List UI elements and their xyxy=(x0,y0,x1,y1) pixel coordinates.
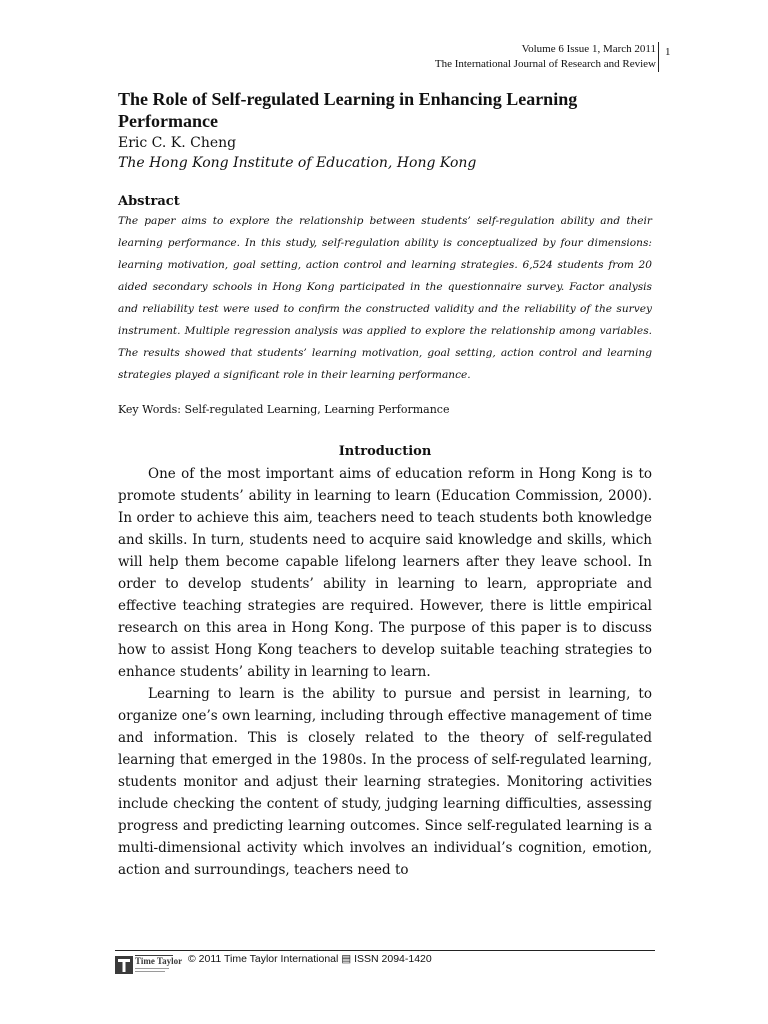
running-header xyxy=(336,42,656,72)
abstract-heading: Abstract xyxy=(118,194,180,209)
introduction-paragraph-2: Learning to learn is the ability to pursue and persist in learning, to organize one’s own learning, including through effective management of time and information. This is closely related to the theory of self-regulated learning that emerged in the 1980s. In the process of self-regulated learning, students monitor and adjust their learning strategies. Monitoring activities include checking the content of study, judging learning difficulties, assessing progress and predicting learning outcomes. Since self-regulated learning is a multi-dimensional activity which involves an individual’s cognition, emotion, action and surroundings, teachers need to xyxy=(118,686,652,878)
header-divider xyxy=(658,42,659,72)
introduction-paragraph-1: One of the most important aims of education reform in Hong Kong is to promote students’ ability in learning to learn (Education Commission, 2000). In order to achieve this aim, teachers need to teach students both knowledge and skills. In turn, students need to acquire said knowledge and skills, which will help them become capable lifelong learners after they leave school. In order to develop students’ ability in learning to learn, appropriate and effective teaching strategies are required. However, there is little empirical research on this area in Hong Kong. The purpose of this paper is to discuss how to assist Hong Kong teachers to develop suitable teaching strategies to enhance students’ ability in learning to learn. xyxy=(118,466,652,680)
journal-name: The International Journal of Research and Review xyxy=(434,58,656,70)
page-number: 1 xyxy=(665,46,671,58)
logo-wordmark: Time Taylor xyxy=(135,956,183,966)
time-taylor-logo-icon xyxy=(115,953,183,975)
abstract-text: The paper aims to explore the relationship between students’ self-regulation ability and their learning performance. In this study, self-regulation ability is conceptualized by four dimensions: learning motivation, goal setting, action control and learning strategies. 6,524 students from 20 aided secondary schools in Hong Kong participated in the questionnaire survey. Factor analysis and reliability test were used to confirm the constructed validity and the reliability of the survey instrument. Multiple regression analysis was applied to explore the relationship among variables. The results showed that students’ learning motivation, goal setting, action control and learning strategies played a significant role in their learning performance. xyxy=(118,215,652,381)
footer-divider xyxy=(115,950,655,951)
introduction-heading: Introduction xyxy=(338,444,432,459)
copyright-footer: © 2011 Time Taylor International ▤ ISSN 2094-1420 xyxy=(188,953,432,965)
journal-volume: Volume 6 Issue 1, March 2011 xyxy=(521,43,656,55)
author-name: Eric C. K. Cheng xyxy=(118,135,237,151)
publisher-logo xyxy=(115,953,183,975)
keywords: Key Words: Self-regulated Learning, Learning Performance xyxy=(118,403,450,416)
paper-title: The Role of Self-regulated Learning in Enhancing Learning Performance xyxy=(118,89,578,131)
author-affiliation: The Hong Kong Institute of Education, Hong Kong xyxy=(118,155,477,171)
page-content xyxy=(118,88,652,881)
